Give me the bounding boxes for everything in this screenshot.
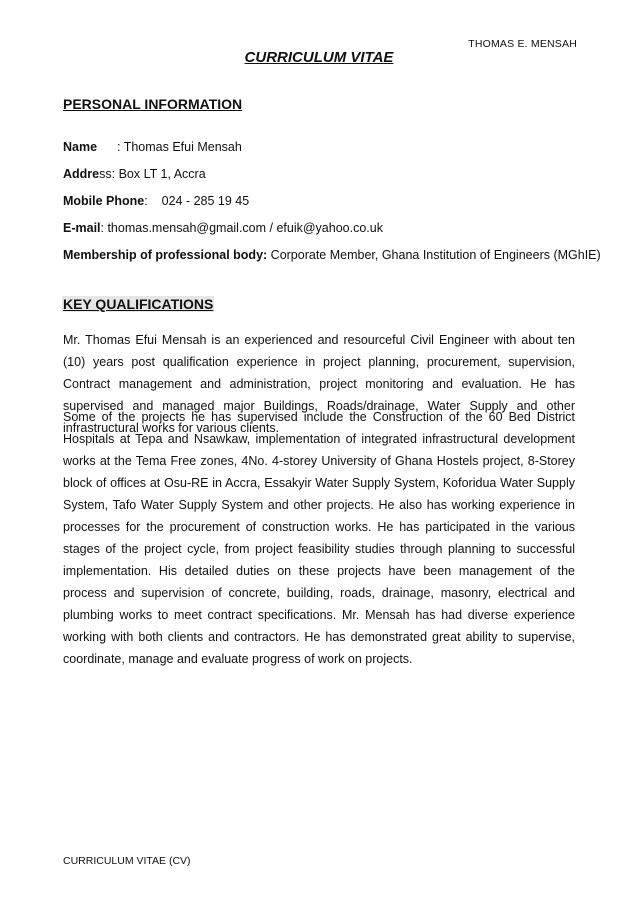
address-label: Addre: [63, 167, 100, 181]
address-value: ss: Box LT 1, Accra: [99, 167, 206, 181]
email-value: : thomas.mensah@gmail.com / efuik@yahoo.co.uk: [100, 221, 383, 235]
mobile-row: [63, 193, 249, 209]
page-header-author: THOMAS E. MENSAH: [468, 38, 577, 50]
membership-value: Corporate Member, Ghana Institution of Engineers (MGhIE): [267, 248, 601, 262]
document-title: CURRICULUM VITAE: [244, 49, 394, 66]
email-row: [63, 220, 383, 236]
address-row: [63, 166, 206, 182]
name-label: Name: [63, 140, 98, 154]
qualifications-paragraph-2: Some of the projects he has supervised include the Construction of the 60 Bed District Hospitals at Tepa and Nsawkaw, implementation of integrated infrastructural development works at the Tema Free zones, 4No. 4-storey University of Ghana Hostels project, 8-Storey block of offices at Osu-RE in Accra, Essakyir Water Supply System, Koforidua Water Supply System, Tafo Water Supply System and other projects. He also has working experience in processes for the procurement of construction works. He has participated in the various stages of the project cycle, from project feasibility studies through planning to successful implementation. His detailed duties on these projects have been management of the process and supervision of concrete, building, roads, drainage, masonry, electrical and plumbing works to meet contract specifications. Mr. Mensah has had diverse experience working with both clients and contractors. He has demonstrated great ability to supervise, coordinate, manage and evaluate progress of work on projects.: [63, 410, 575, 666]
personal-information-heading: PERSONAL INFORMATION: [63, 96, 243, 112]
membership-label: Membership of professional body:: [63, 248, 268, 262]
email-label: E-mail: [63, 221, 101, 235]
membership-row: [63, 247, 601, 263]
mobile-label: Mobile Phone: [63, 194, 145, 208]
key-qualifications-heading: KEY QUALIFICATIONS: [63, 296, 214, 312]
qualifications-paragraph-1: Mr. Thomas Efui Mensah is an experienced and resourceful Civil Engineer with about ten (10) years post qualification experience in project planning, procurement, supervision, Contract management and administration, project monitoring and evaluation. He has supervised and managed major Buildings, Roads/drainage, Water Supply and other infrastructural works for various clients.: [63, 333, 575, 435]
name-row: [63, 139, 242, 155]
name-value: : Thomas Efui Mensah: [117, 140, 242, 154]
mobile-value: : 024 - 285 19 45: [144, 194, 250, 208]
page-footer: CURRICULUM VITAE (CV): [63, 855, 191, 867]
